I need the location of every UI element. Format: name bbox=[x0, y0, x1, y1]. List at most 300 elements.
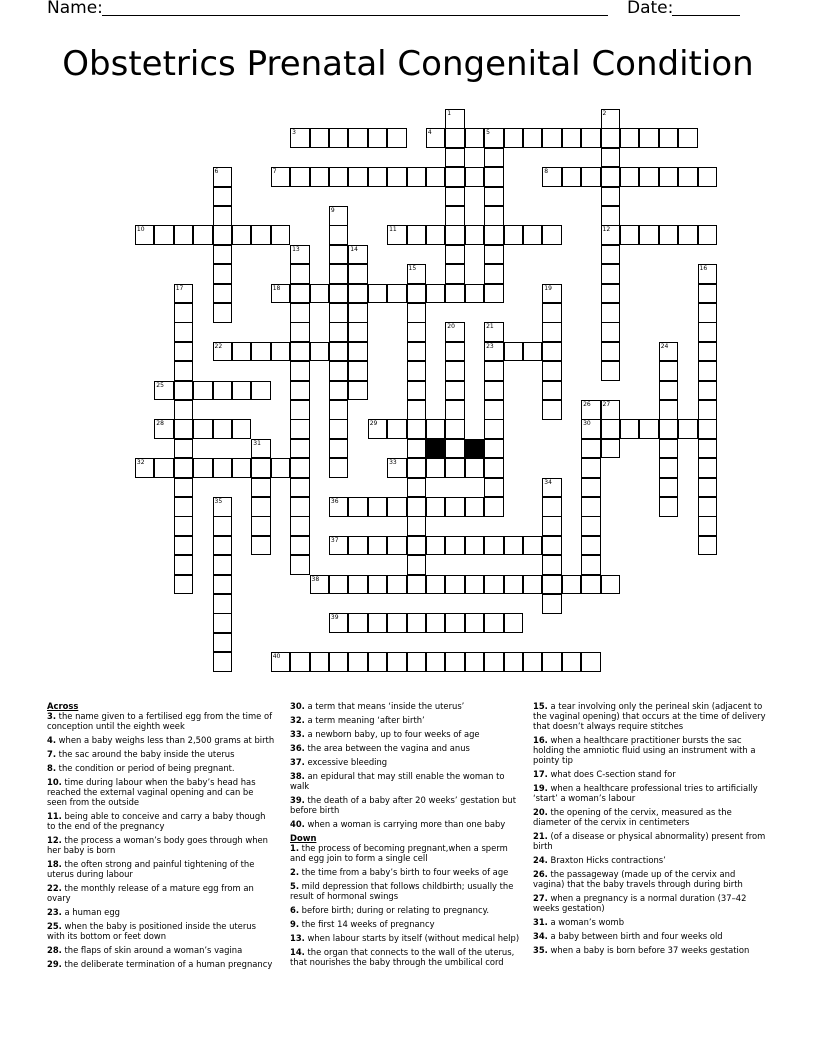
grid-cell[interactable] bbox=[193, 419, 213, 439]
grid-cell[interactable] bbox=[213, 381, 233, 401]
grid-cell[interactable] bbox=[251, 381, 271, 401]
grid-cell[interactable] bbox=[290, 167, 310, 187]
grid-cell[interactable] bbox=[174, 439, 194, 459]
grid-cell[interactable] bbox=[445, 419, 465, 439]
grid-cell[interactable] bbox=[465, 284, 485, 304]
grid-cell[interactable] bbox=[368, 613, 388, 633]
grid-cell[interactable] bbox=[387, 536, 407, 556]
grid-cell[interactable] bbox=[581, 652, 601, 672]
grid-cell[interactable] bbox=[445, 458, 465, 478]
grid-cell[interactable] bbox=[562, 652, 582, 672]
grid-cell[interactable] bbox=[329, 128, 349, 148]
grid-cell[interactable] bbox=[581, 478, 601, 498]
grid-cell[interactable] bbox=[174, 361, 194, 381]
grid-cell[interactable] bbox=[484, 284, 504, 304]
grid-cell[interactable] bbox=[290, 497, 310, 517]
grid-cell[interactable] bbox=[465, 458, 485, 478]
grid-cell[interactable] bbox=[348, 613, 368, 633]
grid-cell[interactable] bbox=[407, 419, 427, 439]
grid-cell[interactable] bbox=[213, 516, 233, 536]
grid-cell[interactable] bbox=[290, 516, 310, 536]
grid-cell[interactable] bbox=[290, 284, 310, 304]
grid-cell[interactable] bbox=[213, 594, 233, 614]
grid-cell[interactable] bbox=[698, 536, 718, 556]
grid-cell[interactable] bbox=[601, 206, 621, 226]
grid-cell[interactable] bbox=[581, 575, 601, 595]
grid-cell[interactable] bbox=[290, 536, 310, 556]
grid-cell[interactable] bbox=[348, 342, 368, 362]
grid-cell[interactable] bbox=[407, 381, 427, 401]
grid-cell[interactable] bbox=[251, 478, 271, 498]
grid-cell[interactable] bbox=[290, 381, 310, 401]
grid-cell[interactable] bbox=[601, 575, 621, 595]
grid-cell[interactable] bbox=[348, 167, 368, 187]
grid-cell[interactable] bbox=[542, 652, 562, 672]
grid-cell[interactable] bbox=[659, 497, 679, 517]
grid-cell[interactable] bbox=[174, 555, 194, 575]
grid-cell[interactable] bbox=[368, 497, 388, 517]
grid-cell[interactable] bbox=[407, 342, 427, 362]
grid-cell[interactable] bbox=[465, 128, 485, 148]
grid-cell[interactable] bbox=[484, 167, 504, 187]
grid-cell[interactable] bbox=[542, 381, 562, 401]
grid-cell[interactable] bbox=[698, 225, 718, 245]
grid-cell[interactable] bbox=[348, 652, 368, 672]
grid-cell[interactable] bbox=[581, 458, 601, 478]
grid-cell[interactable] bbox=[678, 419, 698, 439]
grid-cell[interactable] bbox=[504, 342, 524, 362]
grid-cell[interactable] bbox=[484, 187, 504, 207]
grid-cell[interactable] bbox=[271, 225, 291, 245]
grid-cell[interactable] bbox=[465, 652, 485, 672]
grid-cell[interactable] bbox=[213, 458, 233, 478]
grid-cell[interactable] bbox=[368, 575, 388, 595]
grid-cell[interactable] bbox=[232, 458, 252, 478]
grid-cell[interactable] bbox=[542, 342, 562, 362]
grid-cell[interactable] bbox=[581, 536, 601, 556]
grid-cell[interactable] bbox=[581, 516, 601, 536]
grid-cell[interactable] bbox=[426, 536, 446, 556]
grid-cell[interactable] bbox=[232, 381, 252, 401]
grid-cell[interactable] bbox=[465, 167, 485, 187]
grid-cell[interactable] bbox=[387, 613, 407, 633]
grid-cell[interactable] bbox=[601, 303, 621, 323]
grid-cell[interactable] bbox=[407, 361, 427, 381]
grid-cell[interactable] bbox=[407, 439, 427, 459]
grid-cell[interactable] bbox=[174, 400, 194, 420]
grid-cell[interactable] bbox=[542, 322, 562, 342]
grid-cell[interactable] bbox=[698, 381, 718, 401]
grid-cell[interactable] bbox=[407, 322, 427, 342]
grid-cell[interactable] bbox=[368, 536, 388, 556]
grid-cell[interactable] bbox=[213, 284, 233, 304]
grid-cell[interactable] bbox=[329, 361, 349, 381]
grid-cell[interactable] bbox=[174, 303, 194, 323]
grid-cell[interactable] bbox=[581, 128, 601, 148]
grid-cell[interactable] bbox=[678, 167, 698, 187]
grid-cell[interactable] bbox=[368, 167, 388, 187]
grid-cell[interactable] bbox=[678, 225, 698, 245]
grid-cell[interactable] bbox=[601, 167, 621, 187]
grid-cell[interactable] bbox=[348, 381, 368, 401]
grid-cell[interactable] bbox=[387, 284, 407, 304]
grid-cell[interactable] bbox=[154, 225, 174, 245]
grid-cell[interactable] bbox=[445, 381, 465, 401]
grid-cell[interactable] bbox=[581, 497, 601, 517]
grid-cell[interactable] bbox=[504, 652, 524, 672]
grid-cell[interactable] bbox=[581, 439, 601, 459]
grid-cell[interactable] bbox=[620, 128, 640, 148]
grid-cell[interactable] bbox=[407, 613, 427, 633]
grid-cell[interactable] bbox=[348, 575, 368, 595]
grid-cell[interactable] bbox=[698, 342, 718, 362]
grid-cell[interactable] bbox=[639, 419, 659, 439]
grid-cell[interactable] bbox=[407, 652, 427, 672]
grid-cell[interactable] bbox=[193, 225, 213, 245]
grid-cell[interactable] bbox=[542, 225, 562, 245]
grid-cell[interactable] bbox=[698, 303, 718, 323]
grid-cell[interactable] bbox=[484, 361, 504, 381]
grid-cell[interactable] bbox=[484, 225, 504, 245]
grid-cell[interactable] bbox=[426, 652, 446, 672]
grid-cell[interactable] bbox=[213, 264, 233, 284]
grid-cell[interactable] bbox=[445, 225, 465, 245]
grid-cell[interactable] bbox=[601, 342, 621, 362]
grid-cell[interactable] bbox=[213, 206, 233, 226]
grid-cell[interactable] bbox=[407, 400, 427, 420]
grid-cell[interactable] bbox=[174, 536, 194, 556]
grid-cell[interactable] bbox=[426, 225, 446, 245]
grid-cell[interactable] bbox=[426, 613, 446, 633]
grid-cell[interactable] bbox=[213, 613, 233, 633]
grid-cell[interactable] bbox=[465, 613, 485, 633]
grid-cell[interactable] bbox=[407, 497, 427, 517]
grid-cell[interactable] bbox=[465, 225, 485, 245]
grid-cell[interactable] bbox=[698, 478, 718, 498]
grid-cell[interactable] bbox=[329, 400, 349, 420]
grid-cell[interactable] bbox=[445, 342, 465, 362]
grid-cell[interactable] bbox=[251, 342, 271, 362]
grid-cell[interactable] bbox=[426, 419, 446, 439]
grid-cell[interactable] bbox=[387, 128, 407, 148]
grid-cell[interactable] bbox=[542, 303, 562, 323]
grid-cell[interactable] bbox=[445, 652, 465, 672]
grid-cell[interactable] bbox=[542, 575, 562, 595]
grid-cell[interactable] bbox=[290, 555, 310, 575]
grid-cell[interactable] bbox=[154, 458, 174, 478]
grid-cell[interactable] bbox=[329, 264, 349, 284]
grid-cell[interactable] bbox=[213, 536, 233, 556]
grid-cell[interactable] bbox=[329, 284, 349, 304]
grid-cell[interactable] bbox=[523, 225, 543, 245]
grid-cell[interactable] bbox=[601, 322, 621, 342]
grid-cell[interactable] bbox=[407, 575, 427, 595]
grid-cell[interactable] bbox=[601, 439, 621, 459]
grid-cell[interactable] bbox=[193, 458, 213, 478]
grid-cell[interactable] bbox=[620, 167, 640, 187]
grid-cell[interactable] bbox=[174, 342, 194, 362]
grid-cell[interactable] bbox=[387, 497, 407, 517]
grid-cell[interactable] bbox=[232, 342, 252, 362]
grid-cell[interactable] bbox=[213, 555, 233, 575]
grid-cell[interactable] bbox=[174, 516, 194, 536]
grid-cell[interactable] bbox=[407, 303, 427, 323]
grid-cell[interactable] bbox=[581, 167, 601, 187]
grid-cell[interactable] bbox=[368, 652, 388, 672]
grid-cell[interactable] bbox=[523, 128, 543, 148]
grid-cell[interactable] bbox=[484, 245, 504, 265]
grid-cell[interactable] bbox=[387, 652, 407, 672]
grid-cell[interactable] bbox=[445, 206, 465, 226]
grid-cell[interactable] bbox=[329, 342, 349, 362]
grid-cell[interactable] bbox=[698, 322, 718, 342]
grid-cell[interactable] bbox=[174, 575, 194, 595]
grid-cell[interactable] bbox=[484, 148, 504, 168]
grid-cell[interactable] bbox=[271, 342, 291, 362]
grid-cell[interactable] bbox=[348, 361, 368, 381]
grid-cell[interactable] bbox=[290, 478, 310, 498]
grid-cell[interactable] bbox=[426, 458, 446, 478]
grid-cell[interactable] bbox=[562, 128, 582, 148]
grid-cell[interactable] bbox=[387, 167, 407, 187]
grid-cell[interactable] bbox=[678, 128, 698, 148]
grid-cell[interactable] bbox=[504, 225, 524, 245]
grid-cell[interactable] bbox=[251, 497, 271, 517]
grid-cell[interactable] bbox=[698, 419, 718, 439]
grid-cell[interactable] bbox=[407, 284, 427, 304]
grid-cell[interactable] bbox=[329, 652, 349, 672]
grid-cell[interactable] bbox=[601, 264, 621, 284]
grid-cell[interactable] bbox=[310, 342, 330, 362]
grid-cell[interactable] bbox=[465, 575, 485, 595]
grid-cell[interactable] bbox=[407, 478, 427, 498]
grid-cell[interactable] bbox=[348, 264, 368, 284]
grid-cell[interactable] bbox=[310, 128, 330, 148]
grid-cell[interactable] bbox=[639, 225, 659, 245]
grid-cell[interactable] bbox=[213, 633, 233, 653]
grid-cell[interactable] bbox=[542, 128, 562, 148]
grid-cell[interactable] bbox=[484, 575, 504, 595]
grid-cell[interactable] bbox=[426, 167, 446, 187]
grid-cell[interactable] bbox=[620, 419, 640, 439]
grid-cell[interactable] bbox=[465, 536, 485, 556]
grid-cell[interactable] bbox=[445, 167, 465, 187]
grid-cell[interactable] bbox=[601, 361, 621, 381]
grid-cell[interactable] bbox=[213, 303, 233, 323]
grid-cell[interactable] bbox=[348, 536, 368, 556]
grid-cell[interactable] bbox=[659, 458, 679, 478]
grid-cell[interactable] bbox=[504, 613, 524, 633]
grid-cell[interactable] bbox=[659, 439, 679, 459]
grid-cell[interactable] bbox=[698, 497, 718, 517]
grid-cell[interactable] bbox=[407, 458, 427, 478]
grid-cell[interactable] bbox=[174, 322, 194, 342]
grid-cell[interactable] bbox=[290, 400, 310, 420]
grid-cell[interactable] bbox=[368, 284, 388, 304]
grid-cell[interactable] bbox=[698, 284, 718, 304]
grid-cell[interactable] bbox=[213, 652, 233, 672]
grid-cell[interactable] bbox=[542, 361, 562, 381]
grid-cell[interactable] bbox=[329, 322, 349, 342]
grid-cell[interactable] bbox=[329, 167, 349, 187]
grid-cell[interactable] bbox=[639, 167, 659, 187]
grid-cell[interactable] bbox=[698, 400, 718, 420]
grid-cell[interactable] bbox=[659, 400, 679, 420]
grid-cell[interactable] bbox=[484, 400, 504, 420]
grid-cell[interactable] bbox=[504, 575, 524, 595]
grid-cell[interactable] bbox=[387, 575, 407, 595]
grid-cell[interactable] bbox=[174, 225, 194, 245]
grid-cell[interactable] bbox=[484, 536, 504, 556]
grid-cell[interactable] bbox=[329, 245, 349, 265]
grid-cell[interactable] bbox=[387, 419, 407, 439]
grid-cell[interactable] bbox=[659, 167, 679, 187]
grid-cell[interactable] bbox=[698, 167, 718, 187]
grid-cell[interactable] bbox=[484, 478, 504, 498]
grid-cell[interactable] bbox=[290, 342, 310, 362]
grid-cell[interactable] bbox=[329, 225, 349, 245]
grid-cell[interactable] bbox=[542, 536, 562, 556]
grid-cell[interactable] bbox=[348, 322, 368, 342]
grid-cell[interactable] bbox=[445, 187, 465, 207]
grid-cell[interactable] bbox=[542, 594, 562, 614]
grid-cell[interactable] bbox=[484, 652, 504, 672]
grid-cell[interactable] bbox=[523, 652, 543, 672]
grid-cell[interactable] bbox=[542, 516, 562, 536]
grid-cell[interactable] bbox=[484, 264, 504, 284]
grid-cell[interactable] bbox=[484, 458, 504, 478]
grid-cell[interactable] bbox=[329, 419, 349, 439]
grid-cell[interactable] bbox=[445, 575, 465, 595]
grid-cell[interactable] bbox=[290, 303, 310, 323]
grid-cell[interactable] bbox=[659, 361, 679, 381]
grid-cell[interactable] bbox=[232, 419, 252, 439]
grid-cell[interactable] bbox=[213, 419, 233, 439]
grid-cell[interactable] bbox=[329, 381, 349, 401]
grid-cell[interactable] bbox=[426, 284, 446, 304]
grid-cell[interactable] bbox=[271, 458, 291, 478]
grid-cell[interactable] bbox=[290, 458, 310, 478]
grid-cell[interactable] bbox=[251, 516, 271, 536]
grid-cell[interactable] bbox=[484, 497, 504, 517]
grid-cell[interactable] bbox=[601, 419, 621, 439]
grid-cell[interactable] bbox=[620, 225, 640, 245]
grid-cell[interactable] bbox=[290, 361, 310, 381]
grid-cell[interactable] bbox=[445, 439, 465, 459]
grid-cell[interactable] bbox=[601, 128, 621, 148]
grid-cell[interactable] bbox=[601, 187, 621, 207]
grid-cell[interactable] bbox=[290, 322, 310, 342]
grid-cell[interactable] bbox=[484, 613, 504, 633]
grid-cell[interactable] bbox=[601, 245, 621, 265]
grid-cell[interactable] bbox=[659, 381, 679, 401]
grid-cell[interactable] bbox=[407, 167, 427, 187]
grid-cell[interactable] bbox=[445, 613, 465, 633]
grid-cell[interactable] bbox=[639, 128, 659, 148]
grid-cell[interactable] bbox=[542, 400, 562, 420]
grid-cell[interactable] bbox=[562, 575, 582, 595]
grid-cell[interactable] bbox=[581, 555, 601, 575]
grid-cell[interactable] bbox=[213, 575, 233, 595]
grid-cell[interactable] bbox=[290, 419, 310, 439]
grid-cell[interactable] bbox=[174, 381, 194, 401]
grid-cell[interactable] bbox=[426, 575, 446, 595]
grid-cell[interactable] bbox=[310, 652, 330, 672]
grid-cell[interactable] bbox=[484, 381, 504, 401]
grid-cell[interactable] bbox=[251, 458, 271, 478]
grid-cell[interactable] bbox=[445, 264, 465, 284]
grid-cell[interactable] bbox=[659, 225, 679, 245]
grid-cell[interactable] bbox=[504, 536, 524, 556]
grid-cell[interactable] bbox=[542, 555, 562, 575]
grid-cell[interactable] bbox=[174, 458, 194, 478]
grid-cell[interactable] bbox=[484, 419, 504, 439]
grid-cell[interactable] bbox=[290, 264, 310, 284]
grid-cell[interactable] bbox=[407, 225, 427, 245]
grid-cell[interactable] bbox=[445, 284, 465, 304]
grid-cell[interactable] bbox=[484, 206, 504, 226]
grid-cell[interactable] bbox=[329, 458, 349, 478]
grid-cell[interactable] bbox=[484, 439, 504, 459]
grid-cell[interactable] bbox=[310, 167, 330, 187]
grid-cell[interactable] bbox=[659, 419, 679, 439]
grid-cell[interactable] bbox=[445, 536, 465, 556]
grid-cell[interactable] bbox=[445, 245, 465, 265]
grid-cell[interactable] bbox=[445, 497, 465, 517]
grid-cell[interactable] bbox=[174, 478, 194, 498]
grid-cell[interactable] bbox=[290, 439, 310, 459]
grid-cell[interactable] bbox=[445, 400, 465, 420]
grid-cell[interactable] bbox=[407, 555, 427, 575]
grid-cell[interactable] bbox=[407, 536, 427, 556]
grid-cell[interactable] bbox=[251, 536, 271, 556]
grid-cell[interactable] bbox=[232, 225, 252, 245]
grid-cell[interactable] bbox=[659, 128, 679, 148]
grid-cell[interactable] bbox=[348, 284, 368, 304]
grid-cell[interactable] bbox=[251, 225, 271, 245]
grid-cell[interactable] bbox=[290, 652, 310, 672]
grid-cell[interactable] bbox=[698, 439, 718, 459]
grid-cell[interactable] bbox=[329, 439, 349, 459]
grid-cell[interactable] bbox=[562, 167, 582, 187]
grid-cell[interactable] bbox=[213, 225, 233, 245]
grid-cell[interactable] bbox=[504, 128, 524, 148]
grid-cell[interactable] bbox=[698, 458, 718, 478]
grid-cell[interactable] bbox=[407, 516, 427, 536]
grid-cell[interactable] bbox=[310, 284, 330, 304]
grid-cell[interactable] bbox=[329, 575, 349, 595]
grid-cell[interactable] bbox=[368, 128, 388, 148]
grid-cell[interactable] bbox=[348, 128, 368, 148]
grid-cell[interactable] bbox=[445, 361, 465, 381]
grid-cell[interactable] bbox=[193, 381, 213, 401]
grid-cell[interactable] bbox=[523, 575, 543, 595]
grid-cell[interactable] bbox=[465, 497, 485, 517]
grid-cell[interactable] bbox=[542, 497, 562, 517]
grid-cell[interactable] bbox=[329, 303, 349, 323]
grid-cell[interactable] bbox=[523, 342, 543, 362]
grid-cell[interactable] bbox=[698, 516, 718, 536]
grid-cell[interactable] bbox=[445, 128, 465, 148]
grid-cell[interactable] bbox=[601, 148, 621, 168]
grid-cell[interactable] bbox=[348, 303, 368, 323]
grid-cell[interactable] bbox=[174, 497, 194, 517]
grid-cell[interactable] bbox=[174, 419, 194, 439]
grid-cell[interactable] bbox=[348, 497, 368, 517]
grid-cell[interactable] bbox=[659, 478, 679, 498]
grid-cell[interactable] bbox=[426, 497, 446, 517]
grid-cell[interactable] bbox=[213, 245, 233, 265]
